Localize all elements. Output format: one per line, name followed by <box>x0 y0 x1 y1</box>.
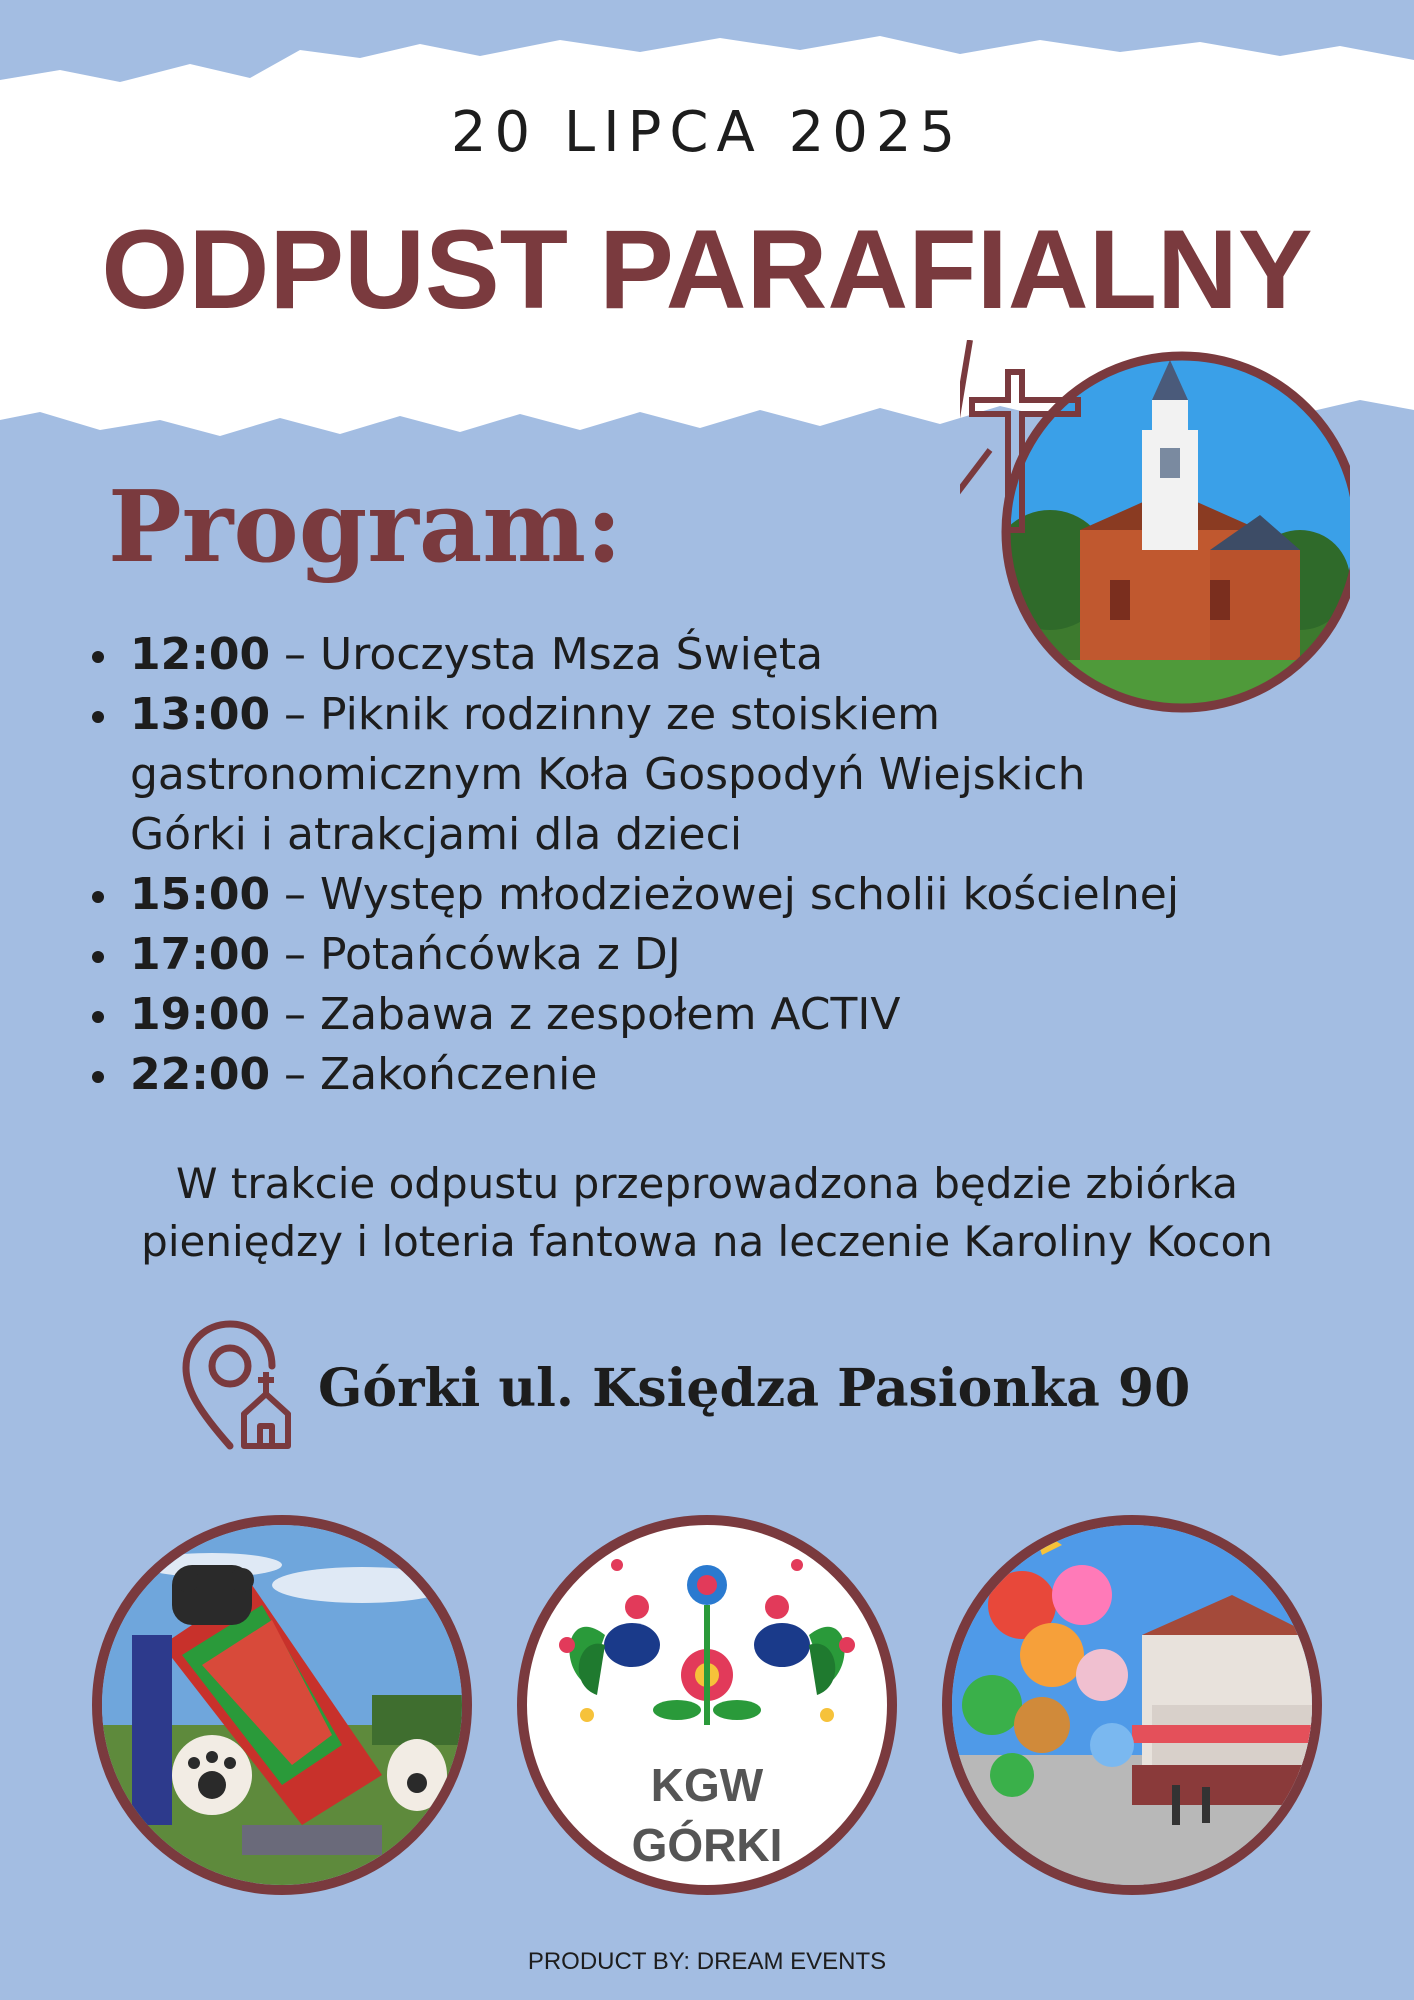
fair-balloons-photo <box>942 1515 1322 1895</box>
program-time: 15:00 <box>130 869 271 920</box>
folk-floral-icon <box>559 1559 855 1725</box>
program-text: – Zakończenie <box>270 1049 598 1100</box>
program-item <box>88 985 1388 1045</box>
program-time: 13:00 <box>130 689 271 740</box>
program-text: – Uroczysta Msza Święta <box>270 629 824 680</box>
note-line: W trakcie odpustu przeprowadzona będzie zbiórka <box>175 1159 1239 1208</box>
program-text: – Potańcówka z DJ <box>270 929 681 980</box>
program-text: – Występ młodzieżowej scholii kościelnej <box>270 869 1180 920</box>
program-heading: Program: <box>108 470 623 585</box>
logo-text-kgw: KGW <box>650 1759 764 1811</box>
program-item <box>88 625 1388 685</box>
note-line: pieniędzy i loteria fantowa na leczenie Karoliny Kocon <box>141 1217 1273 1266</box>
event-title: ODPUST PARAFIALNY <box>101 207 1313 332</box>
event-date: 20 LIPCA 2025 <box>450 100 964 165</box>
program-list <box>88 625 1388 1105</box>
kgw-gorki-logo <box>517 1515 897 1895</box>
program-item <box>88 925 1388 985</box>
program-text-continued: gastronomicznym Koła Gospodyń Wiejskich <box>130 749 1086 800</box>
program-item <box>88 685 1388 865</box>
fundraiser-note <box>0 1155 1414 1271</box>
program-time: 17:00 <box>130 929 271 980</box>
program-text: – Zabawa z zespołem ACTIV <box>270 989 901 1040</box>
program-time: 19:00 <box>130 989 271 1040</box>
program-item <box>88 865 1388 925</box>
program-time: 22:00 <box>130 1049 271 1100</box>
program-item <box>88 1045 1388 1105</box>
program-text-continued: Górki i atrakcjami dla dzieci <box>130 809 743 860</box>
event-address: Górki ul. Księdza Pasionka 90 <box>318 1358 1191 1419</box>
location-church-icon <box>180 1320 300 1452</box>
footer-credit: PRODUCT BY: DREAM EVENTS <box>527 1948 887 1975</box>
bouncy-slide-photo <box>92 1515 472 1895</box>
program-text: – Piknik rodzinny ze stoiskiem <box>270 689 941 740</box>
logo-text-gorki: GÓRKI <box>631 1819 783 1871</box>
program-time: 12:00 <box>130 629 271 680</box>
